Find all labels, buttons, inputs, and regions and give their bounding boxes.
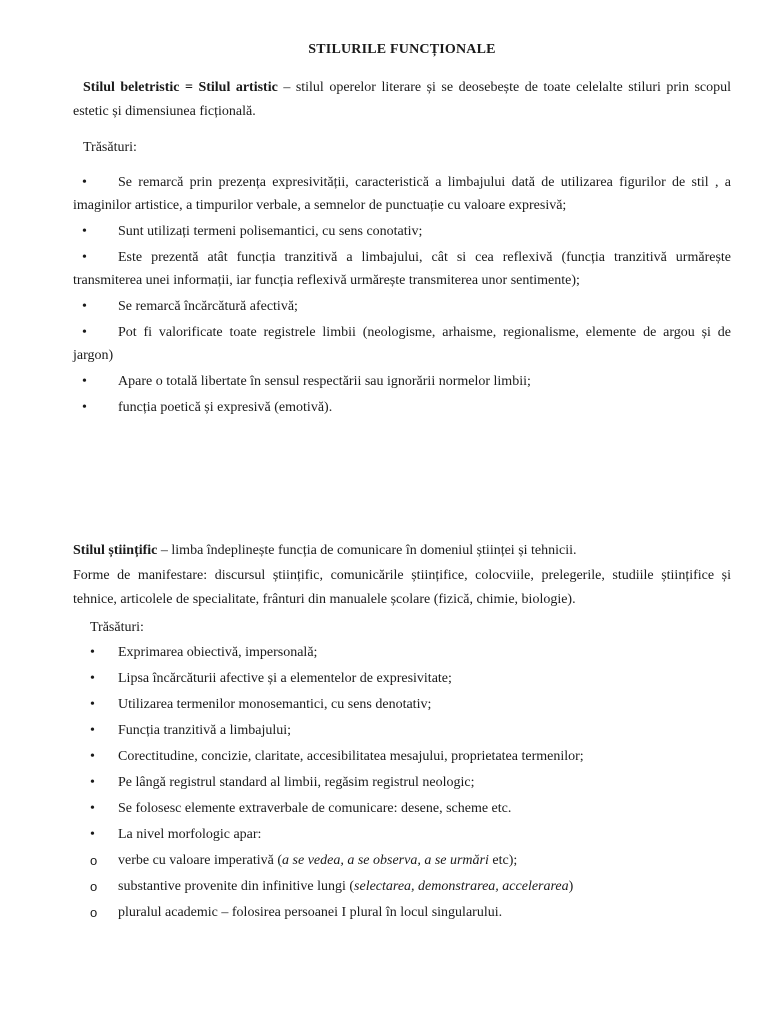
bullet-icon: • [82, 224, 87, 239]
bullet-icon: • [90, 671, 95, 686]
bullet-icon: • [90, 801, 95, 816]
list-item: • Lipsa încărcăturii afective și a elementelor de expresivitate; [73, 667, 731, 693]
section-2-heading: Stilul științific [73, 543, 158, 558]
bullet-icon: • [82, 250, 87, 265]
list-item: • Se folosesc elemente extraverbale de comunicare: desene, scheme etc. [73, 797, 731, 823]
section-2-intro [73, 539, 731, 563]
sub-list-item: o verbe cu valoare imperativă (a se vedea, a se observa, a se urmări etc); [73, 849, 731, 875]
sub-list-item: o pluralul academic – folosirea persoanei I plural în locul singularului. [73, 901, 731, 927]
list-item: • Pot fi valorificate toate registrele limbii (neologisme, arhaisme, regionalisme, elemente de argou și de jargon) [73, 321, 731, 367]
section-1-traits-label: Trăsături: [83, 140, 137, 155]
bullet-icon: • [82, 175, 87, 190]
circle-bullet-icon: o [90, 905, 98, 920]
bullet-icon: • [82, 400, 87, 415]
bullet-icon: • [90, 723, 95, 738]
bullet-icon: • [90, 645, 95, 660]
section-1-definition: – stilul operelor literare și se deosebește de toate celelalte stiluri prin scopul estetic și dimensiunea ficțională. [73, 80, 731, 119]
list-item: • Exprimarea obiectivă, impersonală; [73, 641, 731, 667]
bullet-icon: • [90, 775, 95, 790]
list-item: • Apare o totală libertate în sensul respectării sau ignorării normelor limbii; [73, 370, 731, 393]
document-title: STILURILE FUNCȚIONALE [308, 42, 496, 57]
section-1-intro [73, 76, 731, 124]
list-item: • La nivel morfologic apar: [73, 823, 731, 849]
section-2-forms: Forme de manifestare: discursul științific, comunicările științifice, colocviile, prelegerile, studiile științifice și tehnice, articolele de specialitate, frânturi din manualele școlare (fizică, chimie, biologie). [73, 568, 731, 607]
bullet-icon: • [90, 827, 95, 842]
circle-bullet-icon: o [90, 853, 98, 868]
section-1-trait-list [73, 171, 731, 422]
list-item: • Sunt utilizați termeni polisemantici, cu sens conotativ; [73, 220, 731, 243]
list-item: • Corectitudine, concizie, claritate, accesibilitatea mesajului, proprietatea termenilor; [73, 745, 731, 771]
list-item: • Este prezentă atât funcția tranzitivă a limbajului, cât si cea reflexivă (funcția tranzitivă urmărește transmiterea unei informații, iar funcția reflexivă urmărește transmiterea unor sentimente); [73, 246, 731, 292]
circle-bullet-icon: o [90, 879, 98, 894]
sub-list-item: o substantive provenite din infinitive lungi (selectarea, demonstrarea, accelerarea) [73, 875, 731, 901]
section-2-trait-list [73, 641, 731, 927]
bullet-icon: • [90, 697, 95, 712]
list-item: • Utilizarea termenilor monosemantici, cu sens denotativ; [73, 693, 731, 719]
section-2-definition: – limba îndeplinește funcția de comunicare în domeniul științei și tehnicii. [157, 543, 577, 558]
list-item: • Pe lângă registrul standard al limbii, regăsim registrul neologic; [73, 771, 731, 797]
list-item: • Se remarcă încărcătură afectivă; [73, 295, 731, 318]
list-item: • Se remarcă prin prezența expresivității, caracteristică a limbajului dată de utilizarea figurilor de stil , a imaginilor artistice, a timpurilor verbale, a semnelor de punctuație cu valoare expresivă; [73, 171, 731, 217]
bullet-icon: • [82, 299, 87, 314]
list-item: • funcția poetică și expresivă (emotivă). [73, 396, 731, 419]
bullet-icon: • [90, 749, 95, 764]
bullet-icon: • [82, 325, 87, 340]
section-2-traits-label: Trăsături: [90, 620, 144, 635]
list-item: • Funcția tranzitivă a limbajului; [73, 719, 731, 745]
section-1-heading: Stilul beletristic = Stilul artistic [83, 80, 278, 95]
bullet-icon: • [82, 374, 87, 389]
